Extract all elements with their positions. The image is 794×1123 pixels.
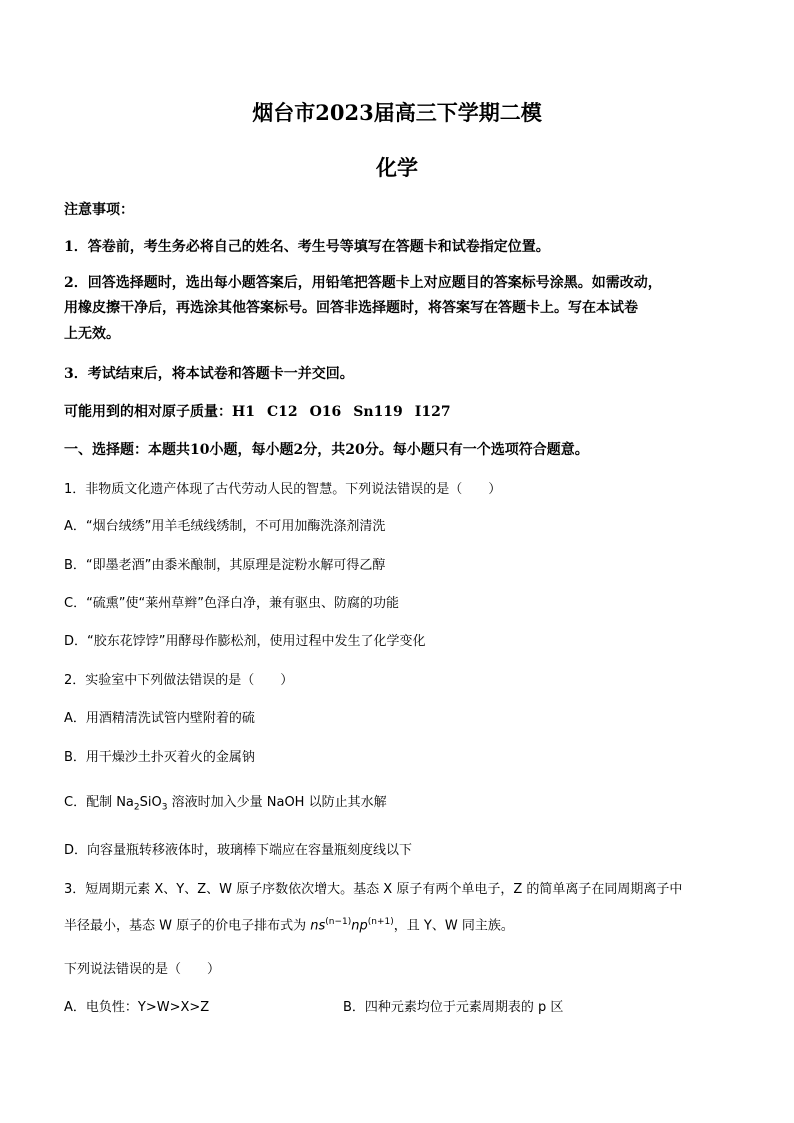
q2-c-pre: C．配制 Na: [64, 795, 134, 810]
q1-option-a: A．“烟台绒绣”用羊毛绒线绣制，不可用加酶洗涤剂清洗: [64, 519, 386, 534]
notice-item-2-line-3: 上无效。: [64, 326, 120, 342]
q3-formula-ns: ns: [310, 918, 326, 934]
q2-option-b: B．用干燥沙土扑灭着火的金属钠: [64, 750, 255, 765]
atomic-mass-o: O16: [309, 404, 342, 420]
q3-line-1: 3．短周期元素 X、Y、Z、W 原子序数依次增大。基态 X 原子有两个单电子，Z 的简单离子在同周期离子中: [64, 882, 683, 897]
atomic-mass-label: 可能用到的相对原子质量：: [64, 404, 232, 420]
notice-item-2-line-1: 2．回答选择题时，选出每小题答案后，用铅笔把答题卡上对应题目的答案标号涂黑。如需改动，: [64, 275, 662, 291]
q3-option-b: B．四种元素均位于元素周期表的 p 区: [343, 1000, 564, 1015]
subject-title: 化学: [376, 155, 418, 180]
q2-option-a: A．用酒精清洗试管内壁附着的硫: [64, 711, 255, 726]
q2-c-mid: SiO: [139, 795, 162, 810]
q3-option-a: A．电负性：Y>W>X>Z: [64, 1000, 210, 1015]
q3-stem: 下列说法错误的是（ ）: [64, 962, 221, 977]
q1-option-b: B．“即墨老酒”由黍米酿制，其原理是淀粉水解可得乙醇: [64, 558, 386, 573]
notice-item-1: 1．答卷前，考生务必将自己的姓名、考生号等填写在答题卡和试卷指定位置。: [64, 239, 550, 255]
q3-formula-sup2: (n+1): [367, 917, 394, 927]
q3-line-2-post: ，且 Y、W 同主族。: [393, 918, 514, 934]
q2-c-sub1: 2: [133, 802, 140, 813]
q2-option-d: D．向容量瓶转移液体时，玻璃棒下端应在容量瓶刻度线以下: [64, 843, 413, 858]
notice-item-3: 3．考试结束后，将本试卷和答题卡一并交回。: [64, 366, 354, 382]
q1-option-d: D．“胶东花饽饽”用酵母作膨松剂，使用过程中发生了化学变化: [64, 634, 426, 649]
atomic-mass-h: H1: [232, 404, 255, 420]
q2-c-post: 溶液时加入少量 NaOH 以防止其水解: [167, 795, 387, 810]
atomic-mass-i: I127: [414, 404, 451, 420]
q1-stem: 1．非物质文化遗产体现了古代劳动人民的智慧。下列说法错误的是（ ）: [64, 482, 502, 497]
q3-line-2-pre: 半径最小，基态 W 原子的价电子排布式为: [64, 918, 311, 934]
q3-formula-sup1: (n−1): [325, 917, 352, 927]
q2-option-c: [64, 793, 734, 818]
q1-option-c: C．“硫熏”使“莱州草辫”色泽白净，兼有驱虫、防腐的功能: [64, 596, 400, 611]
q2-c-sub2: 3: [161, 802, 168, 813]
atomic-mass-line: [64, 403, 734, 422]
notice-heading: 注意事项：: [64, 202, 134, 218]
atomic-mass-sn: Sn119: [353, 404, 403, 420]
section-1-heading: 一、选择题：本题共10小题，每小题2分，共20分。每小题只有一个选项符合题意。: [64, 442, 589, 458]
exam-title: 烟台市2023届高三下学期二模: [252, 100, 542, 125]
q3-formula-np: np: [351, 918, 368, 934]
q3-line-2: [64, 913, 734, 935]
atomic-mass-c: C12: [266, 404, 298, 420]
q2-stem: 2．实验室中下列做法错误的是（ ）: [64, 673, 294, 688]
notice-item-2-line-2: 用橡皮擦干净后，再选涂其他答案标号。回答非选择题时，将答案写在答题卡上。写在本试卷: [64, 300, 638, 316]
